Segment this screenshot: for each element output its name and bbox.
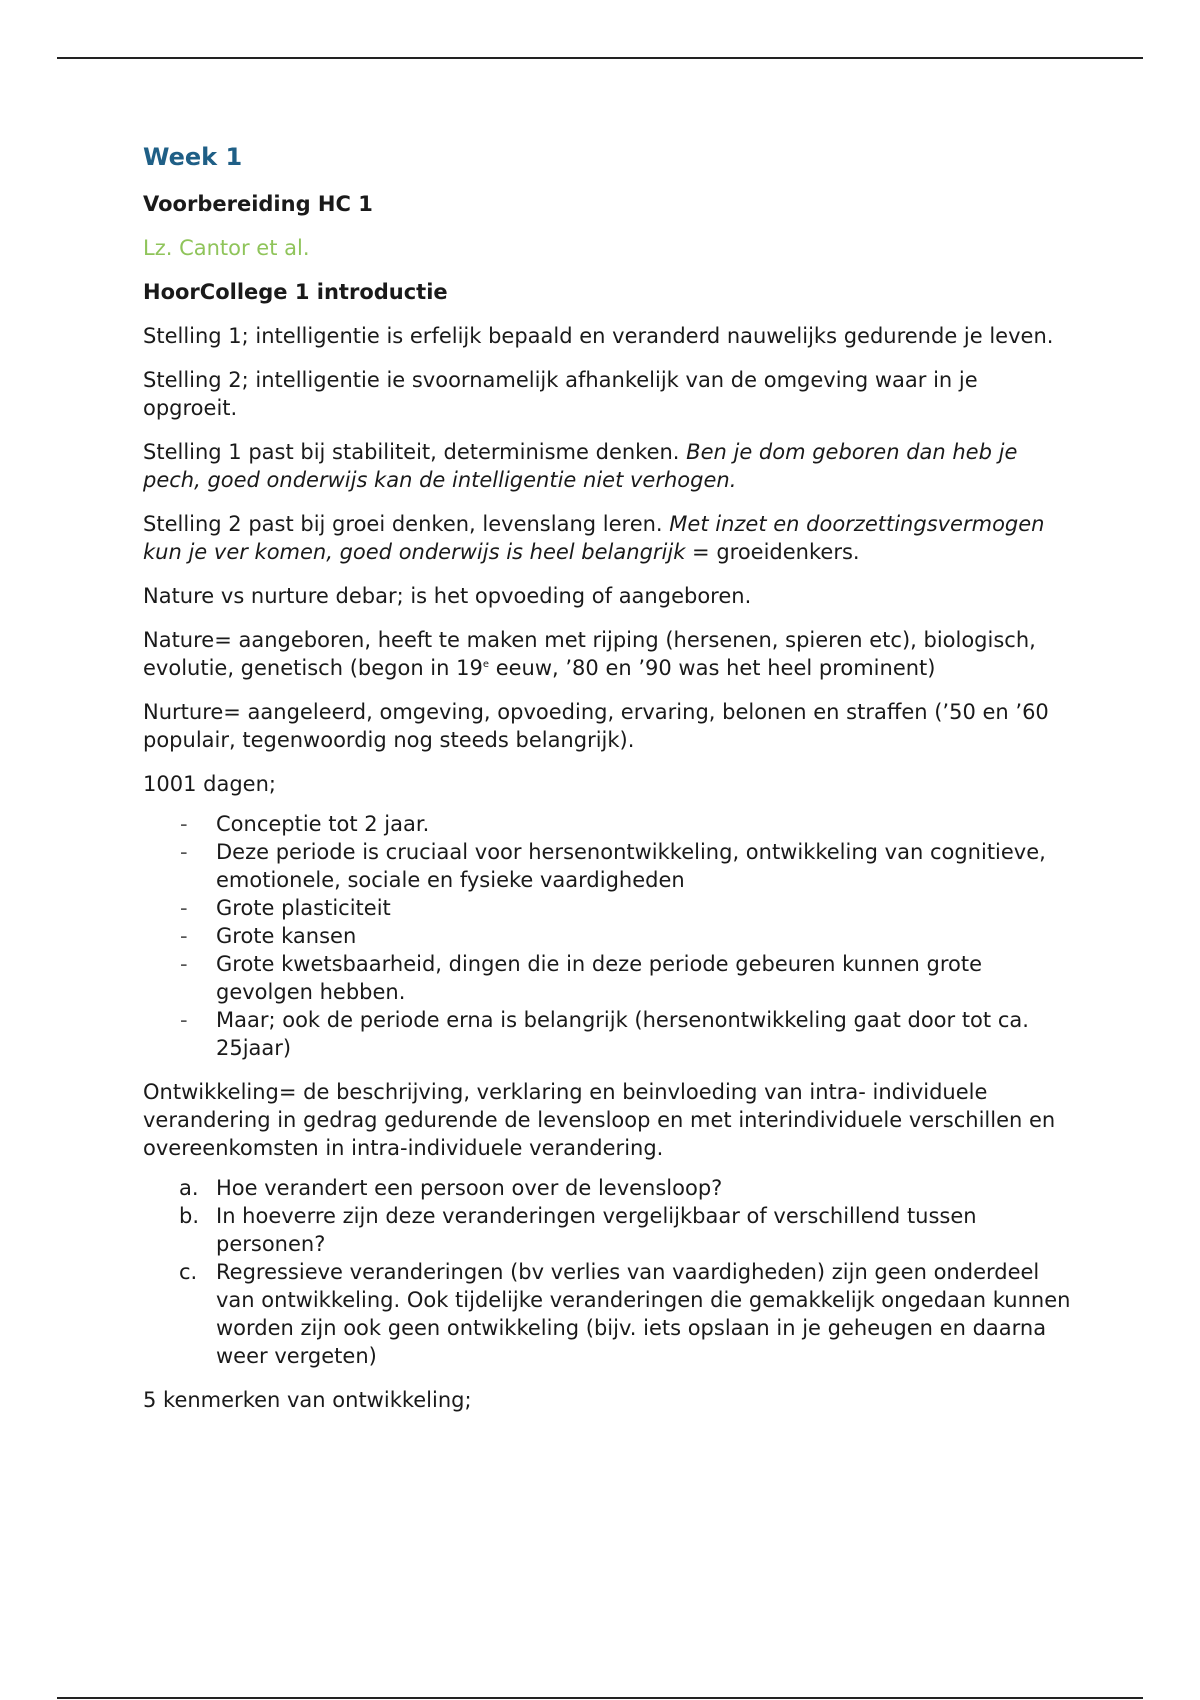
stelling-2-explanation: [143, 510, 1073, 566]
list-item-text: Grote kansen: [216, 924, 357, 948]
stelling-2-explanation-plain: Stelling 2 past bij groei denken, levenslang leren.: [143, 512, 663, 536]
list-item-text: Deze periode is cruciaal voor hersenontwikkeling, ontwikkeling van cognitieve, emotionele, sociale en fysieke vaardigheden: [216, 840, 1046, 892]
footer-rule: [57, 1697, 1143, 1699]
ontwikkeling-definition: Ontwikkeling= de beschrijving, verklaring en beinvloeding van intra- individuele verandering in gedrag gedurende de levensloop en met interindividuele verschillen en overeenkomsten in intra-individuele verandering.: [143, 1080, 1056, 1160]
list-item: [143, 1258, 1073, 1370]
dash-marker: -: [180, 896, 188, 920]
nurture-definition: Nurture= aangeleerd, omgeving, opvoeding, ervaring, belonen en straffen (’50 en ’60 populair, tegenwoordig nog steeds belangrijk).: [143, 700, 1049, 752]
list-item-text: Conceptie tot 2 jaar.: [216, 812, 430, 836]
stelling-2-explanation-italic: Met inzet en doorzettingsvermogen kun je ver komen, goed onderwijs is heel belangrijk =: [143, 512, 1045, 564]
week-title: Week 1: [143, 143, 243, 171]
list-item-text: Hoe verandert een persoon over de levensloop?: [216, 1176, 723, 1200]
document-body: [143, 140, 1073, 1430]
list-item-text: Grote plasticiteit: [216, 896, 391, 920]
stelling-1-explanation-plain: Stelling 1 past bij stabiliteit, determinisme denken.: [143, 440, 680, 464]
list-item: [143, 810, 1073, 838]
dagen-list: [143, 810, 1073, 1062]
list-item: [143, 1174, 1073, 1202]
list-item: [143, 1202, 1073, 1258]
stelling-1: Stelling 1; intelligentie is erfelijk bepaald en veranderd nauwelijks gedurende je leven.: [143, 324, 1054, 348]
preparation-heading: Voorbereiding HC 1: [143, 192, 373, 216]
dash-marker: -: [180, 812, 188, 836]
dash-marker: -: [180, 924, 188, 948]
lecture-heading: HoorCollege 1 introductie: [143, 280, 448, 304]
dash-marker: -: [180, 1008, 188, 1032]
nature-definition-b: eeuw, ’80 en ’90 was het heel prominent): [489, 656, 936, 680]
list-item-text: In hoeverre zijn deze veranderingen vergelijkbaar of verschillend tussen personen?: [216, 1204, 977, 1256]
list-item: [143, 838, 1073, 894]
list-item: [143, 950, 1073, 1006]
kenmerken-intro: 5 kenmerken van ontwikkeling;: [143, 1388, 472, 1412]
stelling-2-explanation-tail: groeidenkers.: [716, 540, 860, 564]
header-rule: [57, 57, 1143, 59]
century-superscript: e: [482, 659, 490, 670]
nature-vs-nurture: Nature vs nurture debar; is het opvoeding of aangeboren.: [143, 584, 752, 608]
stelling-2: Stelling 2; intelligentie ie svoornamelijk afhankelijk van de omgeving waar in je opgroeit.: [143, 368, 978, 420]
list-item: [143, 894, 1073, 922]
dash-marker: -: [180, 952, 188, 976]
ontwikkeling-questions: [143, 1174, 1073, 1370]
dagen-intro: 1001 dagen;: [143, 772, 276, 796]
alpha-marker: a.: [179, 1176, 199, 1200]
alpha-marker: c.: [179, 1260, 198, 1284]
list-item: [143, 922, 1073, 950]
list-item-text: Maar; ook de periode erna is belangrijk (hersenontwikkeling gaat door tot ca. 25jaar): [216, 1008, 1029, 1060]
stelling-1-explanation: [143, 438, 1073, 494]
dash-marker: -: [180, 840, 188, 864]
stelling-1-explanation-italic: Ben je dom geboren dan heb je pech, goed onderwijs kan de intelligentie niet verhogen.: [143, 440, 1018, 492]
list-item-text: Regressieve veranderingen (bv verlies van vaardigheden) zijn geen onderdeel van ontwikkeling. Ook tijdelijke veranderingen die gemakkelijk ongedaan kunnen worden zijn ook geen ontwikkeling (bijv. iets opslaan in je geheugen en daarna weer vergeten): [216, 1260, 1071, 1368]
alpha-marker: b.: [179, 1204, 200, 1228]
list-item-text: Grote kwetsbaarheid, dingen die in deze periode gebeuren kunnen grote gevolgen hebben.: [216, 952, 983, 1004]
literature-reference: Lz. Cantor et al.: [143, 236, 310, 260]
list-item: [143, 1006, 1073, 1062]
nature-definition-a: Nature= aangeboren, heeft te maken met rijping (hersenen, spieren etc), biologisch, evolutie, genetisch (begon in 19: [143, 628, 1036, 680]
nature-definition: [143, 626, 1073, 682]
